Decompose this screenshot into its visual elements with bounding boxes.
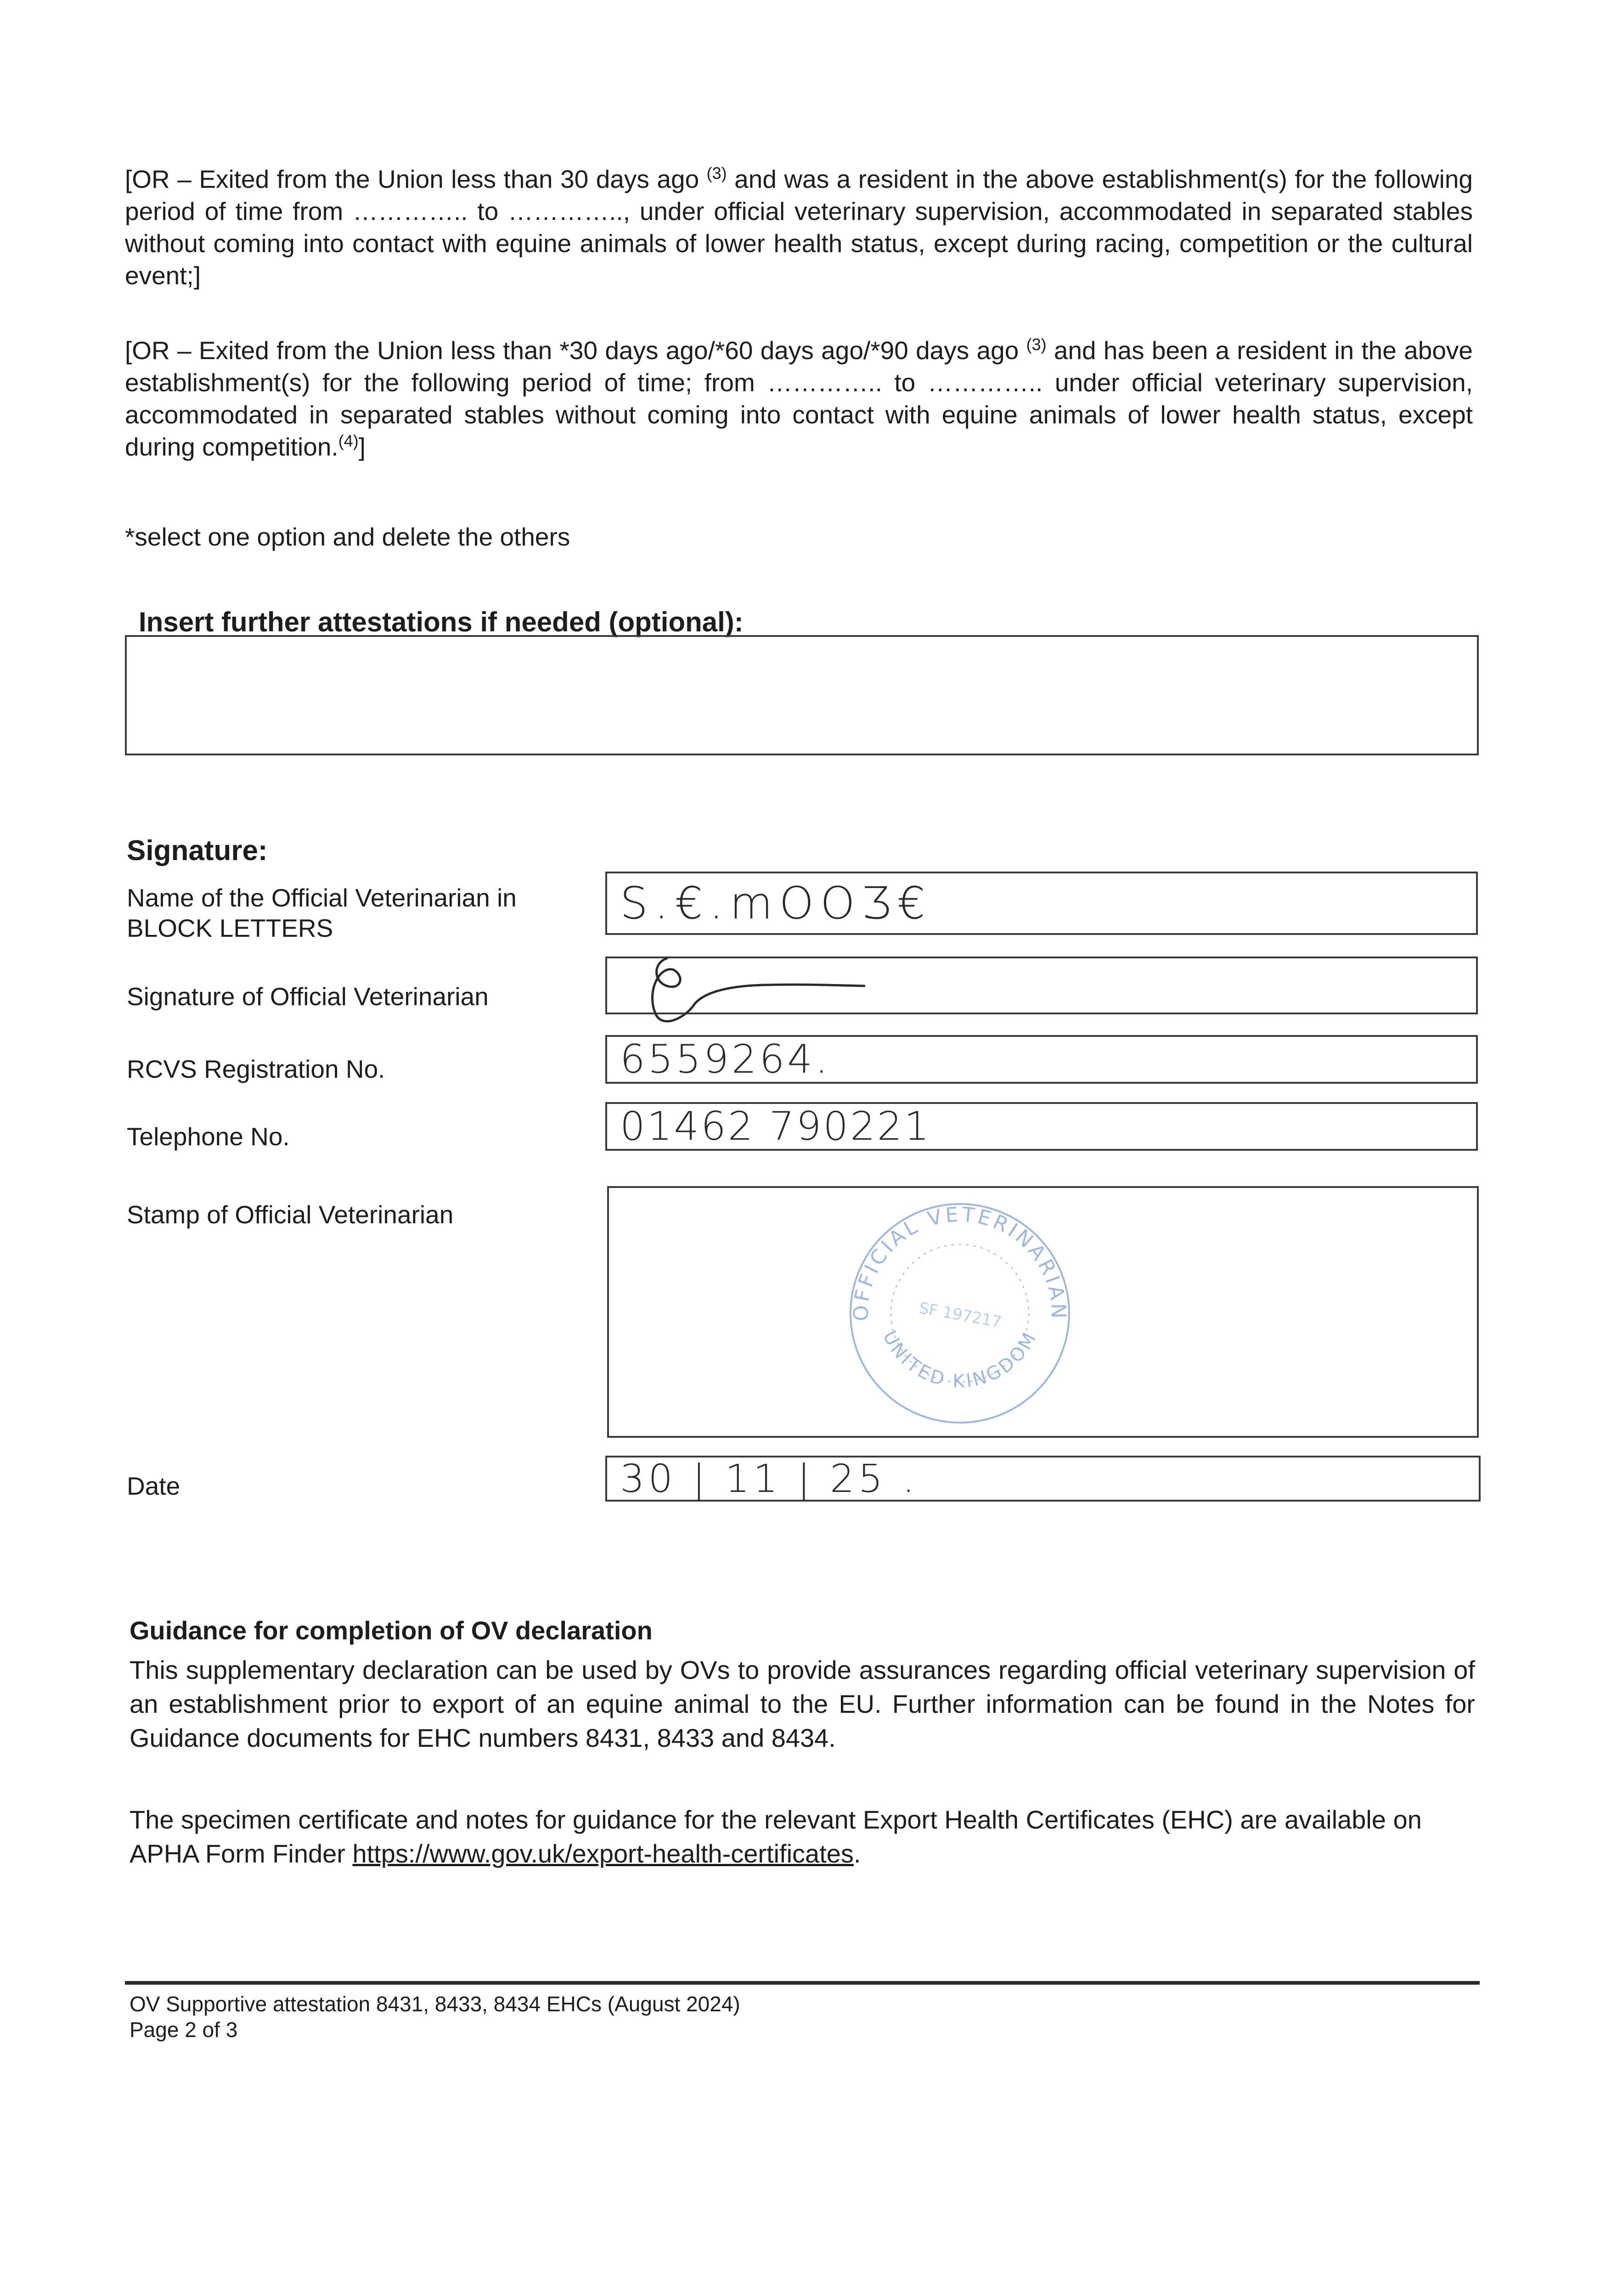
attestation-option-1-text-b: and was a resident in the above establishment(s) for the following period of time from ………….. to ………….., under official veterinary supervision, accommodated in separated stables without coming into contact with equine animals of lower health status, except during racing, competition or the cultural event;] [125,165,1473,290]
footer-page-number: Page 2 of 3 [130,2018,238,2042]
date-field[interactable] [605,1456,1481,1502]
footnote-ref: (3) [706,163,727,183]
attestation-option-1 [125,163,1473,292]
signature-field[interactable] [605,957,1478,1014]
attestation-option-2-text-a: [OR – Exited from the Union less than *30 days ago/*60 days ago/*90 days ago [125,336,1019,365]
svg-text:UNITED KINGDOM [879,1328,1041,1392]
rcvs-label: RCVS Registration No. [127,1055,385,1083]
guidance-paragraph-1: This supplementary declaration can be used by OVs to provide assurances regarding official veterinary supervision of an establishment prior to export of an equine animal to the EU. Further information can be found in the Notes for Guidance documents for EHC numbers 8431, 8433 and 8434. [130,1655,1475,1752]
date-label: Date [127,1472,180,1500]
stamp-center-text: SF 197217 [918,1299,1003,1332]
name-field[interactable] [605,872,1478,935]
guidance-paragraph-2 [130,1803,1475,1871]
name-label: Name of the Official Veterinarian in BLOCK LETTERS [127,884,517,942]
rcvs-field[interactable] [605,1035,1478,1084]
attestation-option-2-text-b: and has been a resident in the above establishment(s) for the following period of time; from ………….. to ………….. under official veterinary supervision, accommodated in separated stables without coming into contact with equine animals of lower health status, except during competition. [125,336,1473,461]
rcvs-value: 6559264. [620,1036,831,1082]
stamp-bottom-text: UNITED KINGDOM [878,1327,1042,1392]
signature-label: Signature of Official Veterinarian [127,982,489,1011]
telephone-value: 01462 790221 [620,1103,931,1149]
date-value: 30 | 11 | 25 . [620,1456,918,1501]
stamp-ring-text: OFFICIAL VETERINARIAN [849,1203,1070,1322]
footer-document-title: OV Supportive attestation 8431, 8433, 8434 EHCs (August 2024) [130,1992,740,2016]
telephone-field[interactable] [605,1102,1478,1151]
telephone-label: Telephone No. [127,1122,290,1151]
export-health-certificates-link[interactable]: https://www.gov.uk/export-health-certificates [352,1839,854,1868]
guidance-heading: Guidance for completion of OV declaration [130,1616,653,1645]
attestation-option-2 [125,334,1473,463]
signature-heading: Signature: [127,835,268,867]
select-option-note: *select one option and delete the others [125,523,570,551]
veterinarian-stamp [831,1180,1088,1437]
stamp-label: Stamp of Official Veterinarian [127,1200,454,1229]
guidance-paragraph-2-text: The specimen certificate and notes for guidance for the relevant Export Health Certificates (EHC) are available on APHA Form Finder [130,1805,1422,1868]
attestation-option-2-text-c: ] [358,433,366,461]
footnote-ref: (3) [1026,335,1047,354]
name-value: S.€.mOOƷ€ [620,878,932,929]
further-attestations-heading: Insert further attestations if needed (optional): [139,607,744,637]
guidance-paragraph-2-end: . [853,1839,861,1868]
footnote-ref: (4) [338,431,359,450]
attestation-option-1-text-a: [OR – Exited from the Union less than 30 days ago [125,165,699,193]
footer-divider [125,1981,1480,1985]
further-attestations-box[interactable] [125,635,1479,755]
handwritten-signature [635,949,910,1027]
svg-text:OFFICIAL VETERINARIAN [850,1203,1070,1321]
